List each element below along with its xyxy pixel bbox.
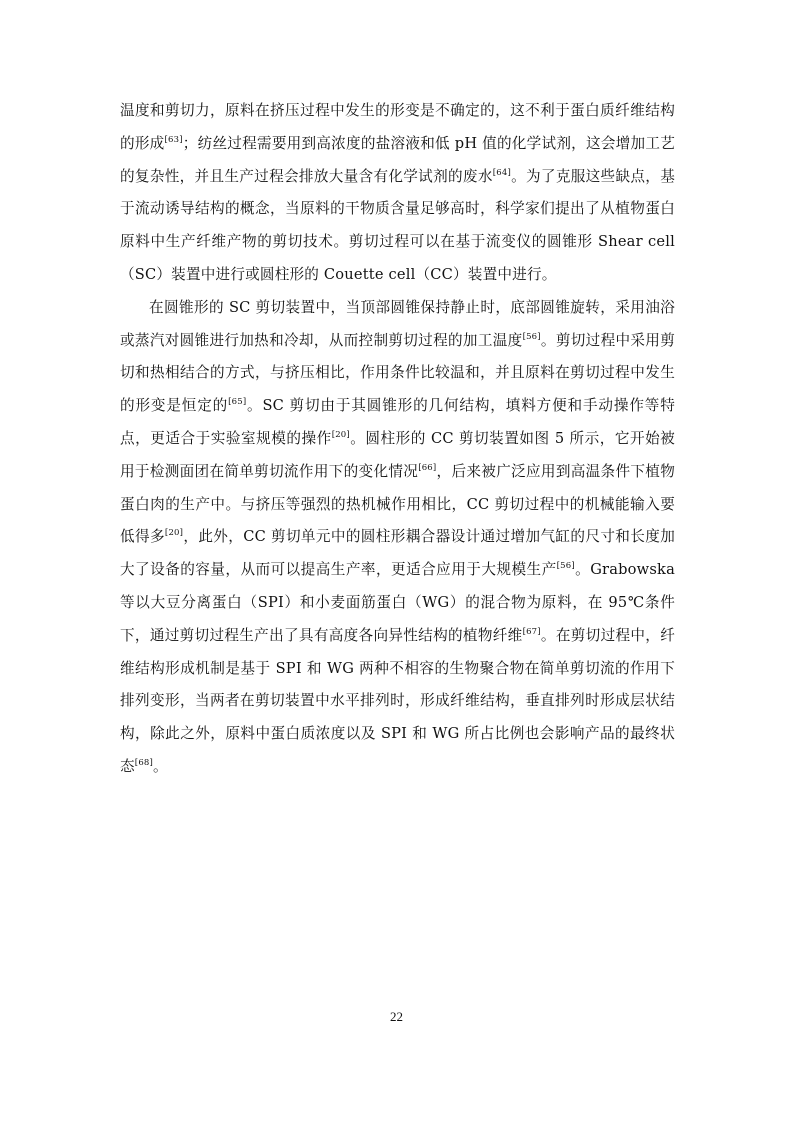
citation-ref: [20]	[331, 429, 350, 440]
text-run: 温度和剪切力，原料在挤压过程中发生的形变是不确定的，这不利于蛋白质纤维结构的形成	[120, 102, 675, 152]
text-run: 。圆柱形的 CC 剪切装置如图 5 所示，它开始被用于检测面团在简单剪切流作用下的变化情况	[120, 429, 675, 480]
citation-ref: [66]	[418, 462, 437, 473]
citation-ref: [65]	[228, 397, 247, 408]
body-text	[120, 95, 675, 784]
text-run: ，后来被广泛应用到高温条件下植物蛋白肉的生产中。与挤压等强烈的热机械作用相比，CC 剪切过程中的机械能输入要低得多	[120, 462, 675, 546]
text-run: 。剪切过程中采用剪切和热相结合的方式，与挤压相比，作用条件比较温和，并且原料在剪切过程中发生的形变是恒定的	[120, 331, 675, 415]
text-run: 。在剪切过程中，纤维结构形成机制是基于 SPI 和 WG 两种不相容的生物聚合物在简单剪切流的作用下排列变形，当两者在剪切装置中水平排列时，形成纤维结构，垂直排列时形成层状结构，除此之外，原料中蛋白质浓度以及 SPI 和 WG 所占比例也会影响产品的最终状态	[120, 626, 675, 775]
text-run: 。	[153, 757, 168, 775]
paragraph-1	[120, 95, 675, 292]
paragraph-2	[120, 292, 675, 784]
citation-ref: [56]	[522, 331, 541, 342]
text-run: ，此外，CC 剪切单元中的圆柱形耦合器设计通过增加气缸的尺寸和长度加大了设备的容量，从而可以提高生产率，更适合应用于大规模生产	[120, 528, 675, 579]
citation-ref: [64]	[492, 167, 511, 178]
citation-ref: [63]	[164, 134, 183, 145]
citation-ref: [20]	[164, 528, 184, 539]
page-number: 22	[390, 1009, 403, 1024]
text-run: 。SC 剪切由于其圆锥形的几何结构，填料方便和手动操作等特点，更适合于实验室规模的操作	[120, 397, 675, 447]
citation-ref: [56]	[556, 561, 575, 572]
text-run: 。为了克服这些缺点，基于流动诱导结构的概念，当原料的干物质含量足够高时，科学家们提出了从植物蛋白原料中生产纤维产物的剪切技术。剪切过程可以在基于流变仪的圆锥形 Shear cell（SC）装置中进行或圆柱形的 Couette cell（CC）装置中进行。	[120, 167, 675, 283]
text-run: 在圆锥形的 SC 剪切装置中，当顶部圆锥保持静止时，底部圆锥旋转，采用油浴或蒸汽对圆锥进行加热和冷却，从而控制剪切过程的加工温度	[120, 298, 675, 349]
citation-ref: [67]	[522, 626, 541, 637]
citation-ref: [68]	[134, 757, 154, 768]
text-run: 。Grabowska 等以大豆分离蛋白（SPI）和小麦面筋蛋白（WG）的混合物为原料，在 95℃条件下，通过剪切过程生产出了具有高度各向异性结构的植物纤维	[120, 561, 675, 644]
text-run: ；纺丝过程需要用到高浓度的盐溶液和低 pH 值的化学试剂，这会增加工艺的复杂性，并且生产过程会排放大量含有化学试剂的废水	[120, 134, 675, 185]
